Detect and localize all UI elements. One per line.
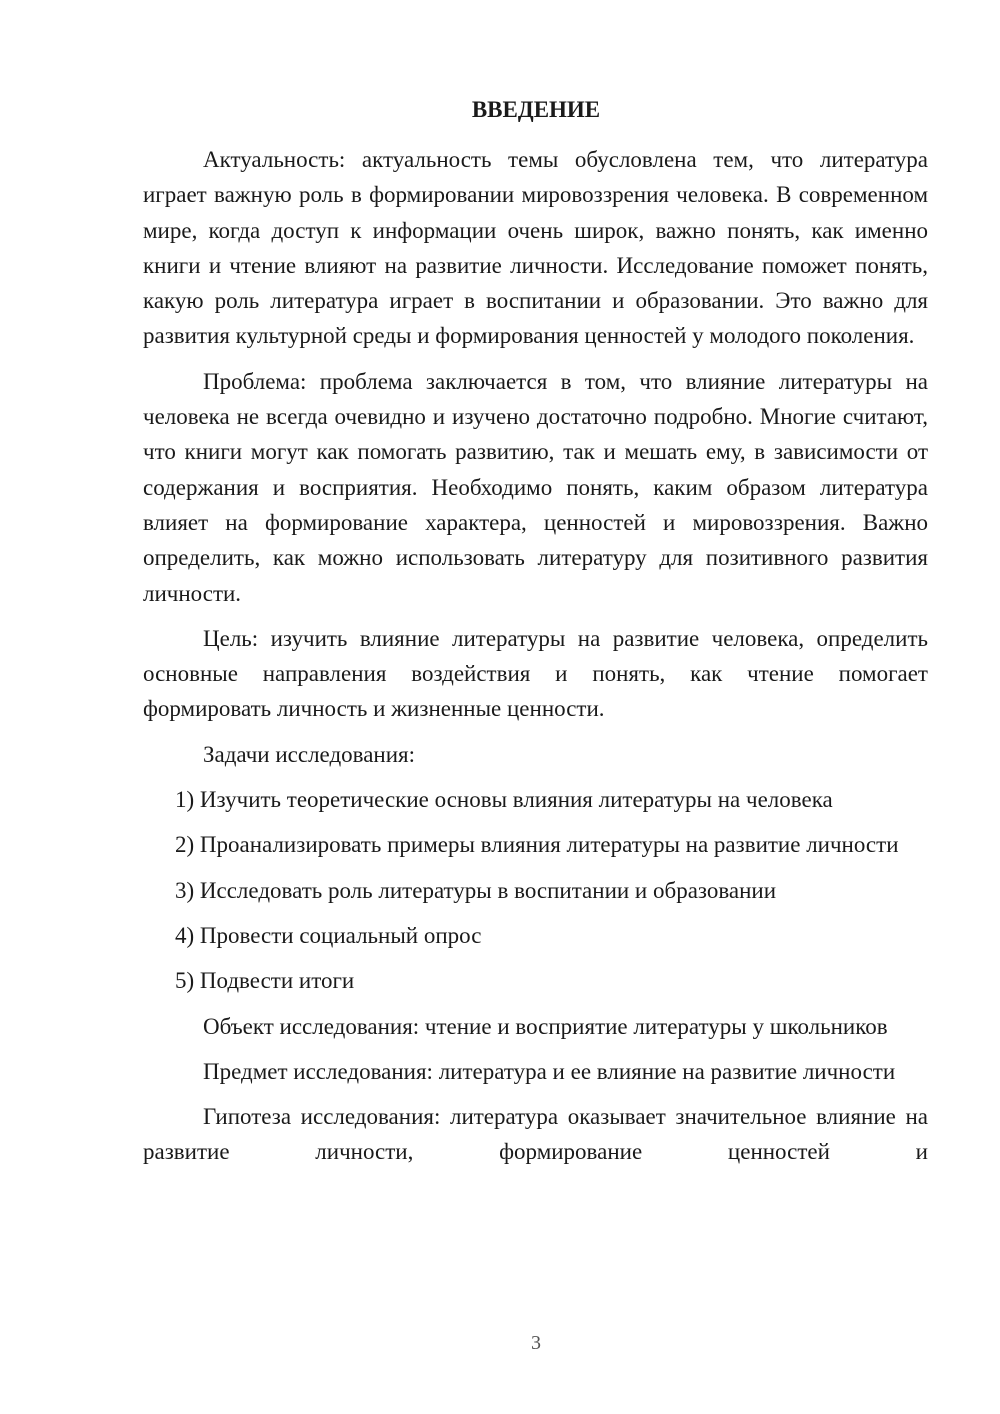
hypothesis-paragraph: Гипотеза исследования: литература оказывает значительное влияние на развитие личности, формирование ценностей и [143, 1104, 928, 1165]
goal-paragraph: Цель: изучить влияние литературы на развитие человека, определить основные направления воздействия и понять, как чтение помогает формировать личность и жизненные ценности. [143, 625, 928, 722]
task-item: 5) Подвести итоги [175, 968, 355, 994]
problem-paragraph: Проблема: проблема заключается в том, что влияние литературы на человека не всегда очевидно и изучено достаточно подробно. Многие считают, что книги могут как помогать развитию, так и мешать ему, в зависимости от содержания и восприятия. Необходимо понять, каким образом литература влияет на формирование характера, ценностей и мировоззрения. Важно определить, как можно использовать литературу для позитивного развития личности. [143, 368, 928, 606]
task-item: 3) Исследовать роль литературы в воспитании и образовании [175, 877, 777, 903]
task-item: 4) Провести социальный опрос [175, 922, 482, 948]
object-paragraph: Объект исследования: чтение и восприятие литературы у школьников [203, 1013, 888, 1039]
task-item: 1) Изучить теоретические основы влияния литературы на человека [175, 787, 833, 813]
task-item: 2) Проанализировать примеры влияния литературы на развитие личности [175, 832, 899, 858]
page-heading: ВВЕДЕНИЕ [471, 97, 601, 122]
body-text [143, 142, 928, 1170]
page-number: 3 [531, 1332, 541, 1354]
subject-paragraph: Предмет исследования: литература и ее влияние на развитие личности [203, 1058, 896, 1084]
relevance-paragraph: Актуальность: актуальность темы обусловлена тем, что литература играет важную роль в формировании мировоззрения человека. В современном мире, когда доступ к информации очень широк, важно понять, как именно книги и чтение влияют на развитие личности. Исследование поможет понять, какую роль литература играет в воспитании и образовании. Это важно для развития культурной среды и формирования ценностей у молодого поколения. [143, 147, 928, 349]
tasks-title: Задачи исследования: [203, 741, 416, 767]
